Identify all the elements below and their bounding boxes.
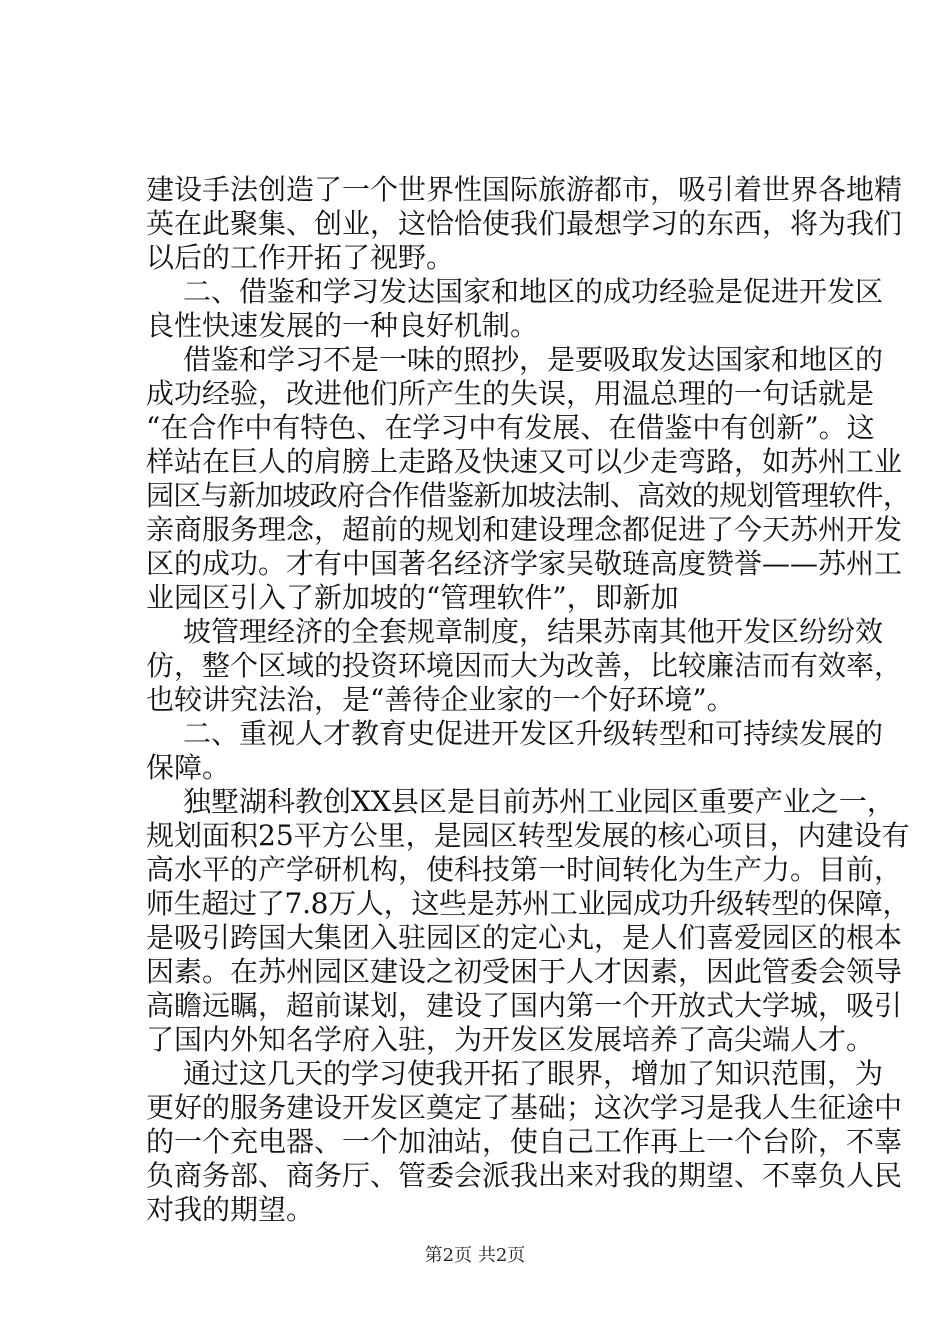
text-line: 更好的服务建设开发区奠定了基础；这次学习是我人生征途中 [146,1091,903,1124]
text-line: 成功经验，改进他们所产生的失误，用温总理的一句话就是 [146,377,875,410]
text-line: 独墅湖科教创XX县区是目前苏州工业园区重要产业之一， [183,785,895,818]
text-line: 良性快速发展的一种良好机制。 [146,309,539,342]
text-line: “在合作中有特色、在学习中有发展、在借鉴中有创新”。这 [146,411,875,444]
text-line: 师生超过了7.8万人，这些是苏州工业园成功升级转型的保障， [146,887,911,920]
text-line: 了国内外知名学府入驻，为开发区发展培养了高尖端人才。 [146,1023,875,1056]
text-line: 二、重视人才教育史促进开发区升级转型和可持续发展的 [183,717,884,750]
text-line: 二、借鉴和学习发达国家和地区的成功经验是促进开发区 [183,275,884,308]
text-line: 规划面积25平方公里，是园区转型发展的核心项目，内建设有 [146,819,910,852]
text-line: 对我的期望。 [146,1193,315,1226]
text-line: 亲商服务理念，超前的规划和建设理念都促进了今天苏州开发 [146,513,903,546]
text-line: 建设手法创造了一个世界性国际旅游都市，吸引着世界各地精 [146,173,903,206]
text-line: 通过这几天的学习使我开拓了眼界，增加了知识范围，为 [183,1057,884,1090]
text-line: 保障。 [146,751,231,784]
text-line: 也较讲究法治，是“善待企业家的一个好环境”。 [146,683,735,716]
text-line: 业园区引入了新加坡的“管理软件”，即新加 [146,581,679,614]
text-line: 高水平的产学研机构，使科技第一时间转化为生产力。目前， [146,853,903,886]
text-line: 区的成功。才有中国著名经济学家吴敬琏高度赞誉——苏州工 [146,547,903,580]
text-line: 样站在巨人的肩膀上走路及快速又可以少走弯路，如苏州工业 [146,445,903,478]
text-line: 借鉴和学习不是一味的照抄，是要吸取发达国家和地区的 [183,343,884,376]
text-line: 仿，整个区域的投资环境因而大为改善，比较廉洁而有效率， [146,649,903,682]
text-line: 是吸引跨国大集团入驻园区的定心丸，是人们喜爱园区的根本 [146,921,903,954]
text-line: 坡管理经济的全套规章制度，结果苏南其他开发区纷纷效 [183,615,884,648]
text-line: 因素。在苏州园区建设之初受困于人才因素，因此管委会领导 [146,955,903,988]
text-line: 以后的工作开拓了视野。 [146,241,455,274]
text-line: 英在此聚集、创业，这恰恰使我们最想学习的东西，将为我们 [146,207,903,240]
text-line: 园区与新加坡政府合作借鉴新加坡法制、高效的规划管理软件， [146,479,911,512]
page-number-footer: 第2页 共2页 [424,1245,526,1266]
text-line: 高瞻远瞩，超前谋划，建设了国内第一个开放式大学城，吸引 [146,989,903,1022]
text-line: 的一个充电器、一个加油站，使自己工作再上一个台阶，不辜 [146,1125,903,1158]
text-line: 负商务部、商务厅、管委会派我出来对我的期望、不辜负人民 [146,1159,903,1192]
